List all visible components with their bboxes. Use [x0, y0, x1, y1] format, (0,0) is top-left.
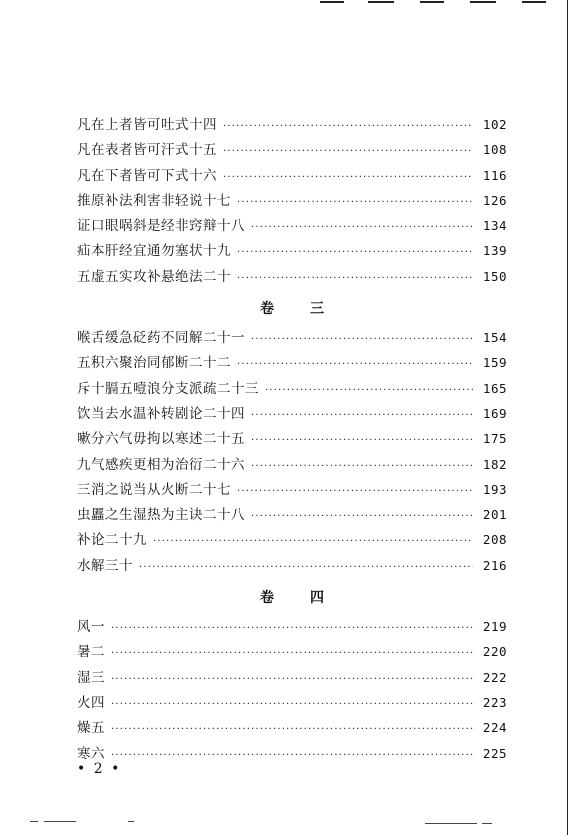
- dot-leader: [251, 410, 473, 421]
- dot-leader: [251, 511, 473, 522]
- toc-entry-page: 201: [482, 507, 507, 523]
- toc-entry: [77, 189, 507, 214]
- toc-entry-page: 102: [482, 117, 507, 132]
- dot-leader: [153, 536, 473, 547]
- toc-entry-page: 175: [482, 431, 507, 447]
- toc-entry: [77, 615, 507, 640]
- toc-entry: [77, 742, 507, 767]
- volume-label: 卷: [260, 590, 274, 607]
- section-heading-volume-4: [77, 579, 507, 615]
- toc-entry: [77, 265, 507, 290]
- dot-leader: [111, 674, 473, 685]
- section-heading-volume-3: [77, 290, 507, 326]
- toc-entry-title: 斥十膈五噎浪分支派疏二十三: [77, 380, 259, 397]
- toc-entry-page: 169: [482, 405, 507, 421]
- toc-entry-page: 126: [482, 192, 507, 208]
- toc-entry-page: 222: [482, 669, 507, 685]
- toc-entry-page: 159: [482, 355, 507, 371]
- toc-entry-title: 嗽分六气毋拘以寒述二十五: [77, 431, 245, 448]
- toc-entry: [77, 716, 507, 741]
- toc-entry-title: 水解三十: [77, 557, 133, 574]
- toc-entry-title: 九气感疾更相为治衍二十六: [77, 456, 245, 473]
- dot-leader: [139, 562, 473, 573]
- toc-entry-title: 火四: [77, 694, 105, 711]
- toc-entry: [77, 113, 507, 138]
- dot-leader: [111, 699, 473, 710]
- dot-leader: [237, 486, 473, 497]
- toc-entry-page: 182: [482, 456, 507, 472]
- toc-entry-page: 165: [482, 380, 507, 396]
- volume-label: 卷: [260, 301, 274, 318]
- toc-group-1: [77, 113, 507, 290]
- toc-entry: [77, 164, 507, 189]
- toc-entry: [77, 427, 507, 452]
- toc-entry: [77, 528, 507, 553]
- dot-leader: [237, 197, 473, 208]
- dot-leader: [237, 273, 473, 284]
- toc-entry: [77, 640, 507, 665]
- toc-entry-title: 寒六: [77, 745, 105, 762]
- toc-entry: [77, 402, 507, 427]
- toc-entry-title: 推原补法利害非轻说十七: [77, 192, 231, 209]
- table-of-contents: [77, 113, 507, 767]
- dot-leader: [251, 222, 473, 233]
- toc-entry-page: 134: [482, 218, 507, 234]
- toc-entry-page: 208: [482, 532, 507, 548]
- toc-entry-title: 证口眼㖞斜是经非窍辩十八: [77, 218, 245, 235]
- toc-entry-title: 湿三: [77, 669, 105, 686]
- toc-entry: [77, 666, 507, 691]
- toc-entry-title: 风一: [77, 619, 105, 636]
- toc-entry-page: 108: [482, 142, 507, 158]
- toc-entry-title: 疝本肝经宜通勿塞状十九: [77, 243, 231, 260]
- dot-leader: [251, 435, 473, 446]
- dot-leader: [251, 461, 473, 472]
- toc-entry: [77, 691, 507, 716]
- scan-top-marks: [320, 0, 550, 4]
- toc-entry-page: 116: [482, 167, 507, 183]
- toc-entry: [77, 478, 507, 503]
- dot-leader: [265, 385, 473, 396]
- toc-entry-page: 139: [482, 243, 507, 259]
- toc-entry-title: 虫䘌之生湿热为主诀二十八: [77, 507, 245, 524]
- dot-leader: [223, 146, 473, 157]
- toc-entry: [77, 351, 507, 376]
- toc-entry: [77, 138, 507, 163]
- toc-entry-title: 饮当去水温补转剧论二十四: [77, 405, 245, 422]
- dot-leader: [111, 750, 473, 761]
- toc-entry-title: 五虚五实攻补悬绝法二十: [77, 268, 231, 285]
- toc-entry: [77, 503, 507, 528]
- toc-entry-title: 补论二十九: [77, 532, 147, 549]
- toc-entry-title: 燥五: [77, 720, 105, 737]
- toc-entry-page: 219: [482, 619, 507, 635]
- toc-entry-title: 三消之说当从火断二十七: [77, 481, 231, 498]
- scan-bottom-marks: [0, 819, 568, 829]
- toc-entry-title: 暑二: [77, 644, 105, 661]
- toc-entry-page: 154: [482, 330, 507, 346]
- toc-entry-page: 150: [482, 268, 507, 284]
- toc-entry: [77, 554, 507, 579]
- toc-entry-page: 216: [482, 557, 507, 573]
- toc-group-3: [77, 615, 507, 767]
- toc-entry: [77, 214, 507, 239]
- toc-entry: [77, 377, 507, 402]
- toc-entry-title: 凡在表者皆可汗式十五: [77, 142, 217, 159]
- toc-entry-title: 五积六聚治同郁断二十二: [77, 355, 231, 372]
- dot-leader: [111, 623, 473, 634]
- toc-entry-page: 193: [482, 481, 507, 497]
- dot-leader: [111, 648, 473, 659]
- dot-leader: [237, 247, 473, 258]
- toc-entry-page: 223: [482, 694, 507, 710]
- volume-number: 四: [310, 590, 324, 607]
- toc-entry-title: 凡在下者皆可下式十六: [77, 167, 217, 184]
- toc-entry-page: 220: [482, 644, 507, 660]
- toc-entry: [77, 326, 507, 351]
- dot-leader: [111, 724, 473, 735]
- dot-leader: [223, 121, 473, 132]
- dot-leader: [237, 359, 473, 370]
- toc-entry-page: 224: [482, 720, 507, 736]
- toc-entry: [77, 239, 507, 264]
- dot-leader: [251, 334, 473, 345]
- volume-number: 三: [310, 301, 324, 318]
- dot-leader: [223, 172, 473, 183]
- toc-entry-title: 喉舌缓急砭药不同解二十一: [77, 330, 245, 347]
- page-number: • 2 •: [77, 761, 122, 777]
- toc-entry-page: 225: [482, 745, 507, 761]
- toc-entry-title: 凡在上者皆可吐式十四: [77, 117, 217, 133]
- toc-entry: [77, 453, 507, 478]
- toc-group-2: [77, 326, 507, 579]
